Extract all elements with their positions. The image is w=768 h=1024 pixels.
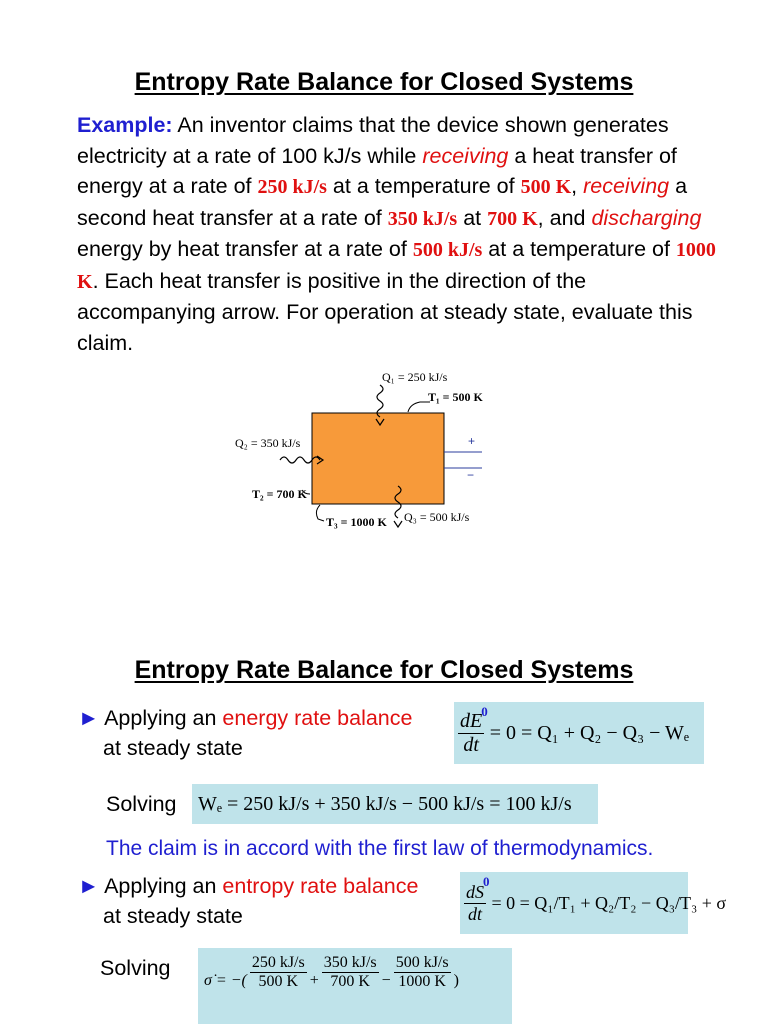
text-run: Applying an	[104, 706, 223, 730]
value-500k: 500 K	[520, 176, 572, 198]
text-run: at a temperature of	[482, 237, 676, 261]
plus-sign: +	[468, 434, 476, 448]
q3-arrowhead	[394, 521, 402, 527]
zero-superscript: 0	[483, 874, 490, 889]
q1-label: Q₁ = 250 kJ/s	[382, 370, 448, 384]
text-run: , and	[537, 205, 592, 230]
close-paren: )	[453, 972, 459, 989]
t2-label: T₂ = 700 K	[252, 487, 307, 501]
value-700k: 700 K	[487, 207, 538, 230]
text-run: a second heat transfer at a rate of	[77, 174, 688, 230]
term-1-denominator: 500 K	[258, 973, 299, 991]
energy-balance-equation	[454, 702, 704, 764]
energy-balance-rhs: = 0 = Q₁ + Q₂ − Q₃ − Wₑ	[489, 721, 690, 744]
text-run: . Each heat transfer is positive in the direction of the accompanying arrow. For operation at steady state, evaluate this claim.	[77, 268, 693, 355]
emphasis-receiving: receiving	[422, 143, 509, 168]
text-run: An inventor claims that the device shown generates electricity at a rate of 100 kJ/s while	[77, 113, 669, 168]
t1-label: T₁ = 500 K	[428, 390, 483, 404]
term-1-fraction	[250, 954, 307, 992]
term-2-fraction	[322, 954, 379, 992]
term-1-numerator: 250 kJ/s	[250, 954, 307, 973]
entropy-generation-equation	[198, 948, 512, 1024]
sigma-symbol: σ̇ = −(	[204, 972, 247, 989]
q3-label: Q₃ = 500 kJ/s	[404, 510, 470, 524]
term-2-denominator: 700 K	[330, 973, 370, 991]
value-350: 350 kJ/s	[387, 207, 458, 230]
dt-denominator: dt	[467, 903, 482, 924]
bullet-entropy-balance-line2: at steady state	[103, 904, 243, 928]
value-1000k: 1000 K	[77, 239, 716, 293]
emphasis-discharging: discharging	[591, 205, 702, 230]
plus-operator: +	[309, 972, 319, 989]
emphasis-receiving: receiving	[583, 174, 670, 198]
term-3-numerator: 500 kJ/s	[394, 954, 451, 973]
text-run: at	[457, 205, 488, 230]
term-3-fraction	[394, 954, 451, 992]
text-run: Applying an	[104, 874, 223, 898]
t3-label: T₃ = 1000 K	[326, 515, 387, 529]
zero-superscript: 0	[481, 704, 488, 719]
first-law-claim: The claim is in accord with the first law of thermodynamics.	[106, 837, 654, 860]
bullet-entropy-balance	[78, 874, 418, 899]
entropy-balance-rhs: = 0 = Q₁/T₁ + Q₂/T₂ − Q₃/T₃ + σ	[491, 892, 727, 913]
text-run: energy by heat transfer at a rate of	[77, 237, 413, 261]
q1-wavy-arrow	[377, 385, 383, 417]
entropy-balance-equation	[460, 872, 727, 934]
slide-1-title: Entropy Rate Balance for Closed Systems	[134, 68, 634, 96]
ds-numerator: dS	[466, 881, 484, 902]
t1-leader	[408, 402, 430, 412]
solving-label-2: Solving	[100, 956, 171, 980]
device-box	[312, 413, 444, 504]
slide-2-title: Entropy Rate Balance for Closed Systems	[134, 656, 634, 684]
bullet-arrow-icon: ►	[78, 874, 100, 898]
value-500: 500 kJ/s	[412, 239, 483, 261]
q2-label: Q₂ = 350 kJ/s	[235, 436, 301, 450]
text-run: ,	[571, 174, 584, 198]
bullet-arrow-icon: ►	[78, 706, 100, 730]
example-label: Example:	[77, 113, 173, 137]
text-run: at a temperature of	[326, 174, 521, 198]
minus-sign: −	[467, 468, 475, 482]
emphasis-energy-rate-balance: energy rate balance	[222, 706, 413, 730]
slide-2	[0, 600, 768, 1024]
minus-operator: −	[381, 972, 391, 989]
term-2-numerator: 350 kJ/s	[322, 954, 379, 973]
dt-denominator: dt	[463, 733, 479, 756]
bullet-energy-balance-line2: at steady state	[103, 736, 243, 760]
solving-label-1: Solving	[106, 792, 177, 816]
emphasis-entropy-rate-balance: entropy rate balance	[222, 874, 419, 898]
t3-leader	[316, 505, 324, 521]
value-250: 250 kJ/s	[257, 176, 327, 198]
work-solution-equation: Wₑ = 250 kJ/s + 350 kJ/s − 500 kJ/s = 100 kJ/s	[192, 784, 598, 824]
bullet-energy-balance	[78, 706, 412, 731]
de-numerator: dE	[460, 709, 483, 732]
text-run: a heat transfer of energy at a rate of	[77, 143, 677, 198]
term-3-denominator: 1000 K	[398, 973, 446, 991]
